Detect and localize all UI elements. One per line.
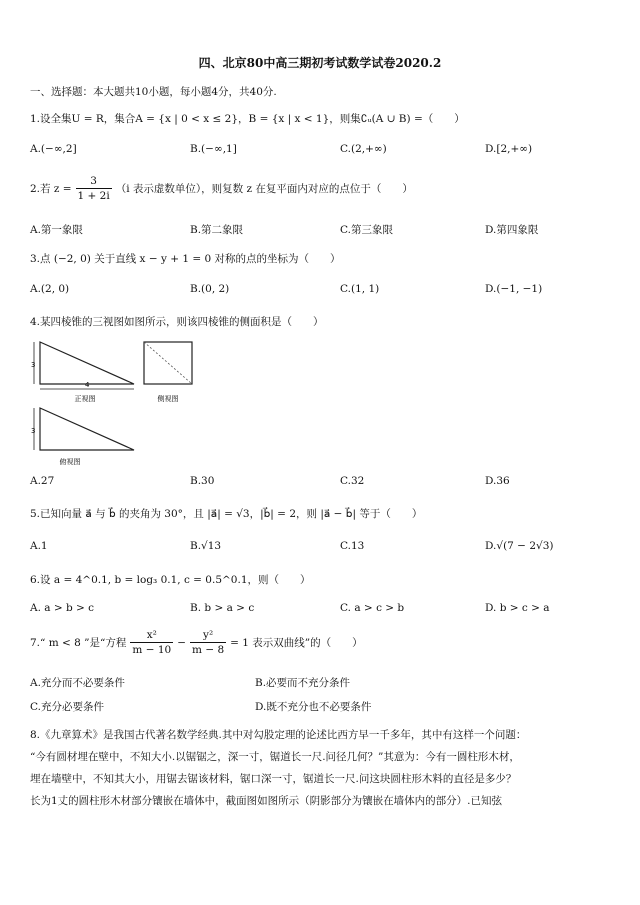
q2-option-c: C.第三象限 (340, 224, 393, 236)
q7-stem-prefix: 7.“ m < 8 ”是“方程 (30, 637, 127, 649)
three-view-figure (30, 336, 200, 468)
q8-line-1: 8.《九章算术》是我国古代著名数学经典.其中对勾股定理的论述比西方早一千多年，其中有这样一个问题： (30, 729, 527, 741)
top-view-shape (40, 408, 134, 450)
q2-option-a: A.第一象限 (30, 224, 83, 236)
q5-option-c: C.13 (340, 540, 365, 552)
q7-option-c: C.充分必要条件 (30, 701, 104, 713)
question-3-options (30, 283, 590, 299)
question-2-options (30, 222, 590, 238)
side-view-label: 侧视图 (157, 395, 179, 403)
q7-fraction-y (190, 628, 226, 657)
q1-option-a: A.(−∞,2] (30, 143, 77, 155)
question-7-options-row2 (30, 699, 590, 715)
q7-minus-sign: − (177, 636, 187, 649)
q2-stem-prefix: 2.若 z = (30, 183, 72, 195)
q2-fraction (76, 174, 112, 203)
question-1-options (30, 143, 590, 159)
q6-option-b: B. b > a > c (190, 602, 255, 614)
q3-option-c: C.(1, 1) (340, 283, 380, 295)
q8-line-4: 长为1丈的圆柱形木材部分镶嵌在墙体中，截面图如图所示（阴影部分为镶嵌在墙体内的部分）.已知弦 (30, 795, 503, 807)
q6-option-a: A. a > b > c (30, 602, 95, 614)
q1-option-d: D.[2,+∞) (485, 143, 533, 155)
front-width-label: 4 (85, 381, 90, 389)
q3-option-a: A.(2, 0) (30, 283, 70, 295)
question-1-stem: 1.设全集U = R，集合A = {x | 0 < x ≤ 2}，B = {x | x < 1}，则集∁ᵤ(A ∪ B) =（ ） (30, 113, 465, 125)
q1-option-b: B.(−∞,1] (190, 143, 237, 155)
question-6-options (30, 602, 590, 618)
question-7-options-row1 (30, 675, 590, 691)
question-5-options (30, 540, 590, 556)
q3-option-d: D.(−1, −1) (485, 283, 543, 295)
question-8-text (30, 724, 590, 812)
front-view-shape (40, 342, 134, 384)
q4-option-b: B.30 (190, 475, 215, 487)
q7-fraction-x (130, 628, 173, 657)
q2-stem-suffix: （i 表示虚数单位），则复数 z 在复平面内对应的点位于（ ） (115, 183, 413, 195)
q3-option-b: B.(0, 2) (190, 283, 230, 295)
q2-option-b: B.第二象限 (190, 224, 244, 236)
q5-option-d: D.√(7 − 2√3) (485, 540, 554, 552)
q4-option-c: C.32 (340, 475, 365, 487)
q7-stem-suffix: = 1 表示双曲线”的（ ） (230, 637, 363, 649)
q2-fraction-numerator: 3 (90, 175, 97, 187)
q7-option-d: D.既不充分也不必要条件 (255, 701, 372, 713)
question-4-options (30, 475, 590, 491)
question-2-stem (30, 174, 413, 203)
q8-line-2: “今有圆材埋在壁中，不知大小.以锯锯之，深一寸，锯道长一尺.问径几何？”其意为：今有一圆柱形木材， (30, 751, 520, 763)
question-4-stem: 4.某四棱锥的三视图如图所示，则该四棱锥的侧面积是（ ） (30, 316, 324, 328)
question-7-stem (30, 628, 363, 657)
q1-option-c: C.(2,+∞) (340, 143, 387, 155)
q7-option-a: A.充分而不必要条件 (30, 677, 125, 689)
front-height-label: 3 (31, 361, 36, 369)
q7-frac2-denominator: m − 8 (192, 644, 225, 656)
side-view-hidden-edge (144, 342, 192, 384)
section-header: 一、选择题：本大题共10小题，每小题4分，共40分. (30, 86, 277, 98)
q6-option-c: C. a > c > b (340, 602, 405, 614)
front-view-label: 正视图 (74, 395, 96, 403)
question-3-stem: 3.点 (−2, 0) 关于直线 x − y + 1 = 0 对称的点的坐标为（ ） (30, 253, 341, 265)
top-depth-label: 3 (31, 427, 36, 435)
q5-option-b: B.√13 (190, 540, 222, 552)
q2-option-d: D.第四象限 (485, 224, 539, 236)
q7-frac1-numerator: x² (146, 629, 157, 641)
q8-line-3: 埋在墙壁中，不知其大小，用锯去锯该材料，锯口深一寸，锯道长一尺.问这块圆柱形木料的直径是多少？ (30, 773, 517, 785)
q7-frac1-denominator: m − 10 (132, 644, 172, 656)
q7-frac2-numerator: y² (203, 629, 214, 641)
question-6-stem: 6.设 a = 4^0.1, b = log₃ 0.1, c = 0.5^0.1，则（ ） (30, 574, 311, 586)
q7-option-b: B.必要而不充分条件 (255, 677, 351, 689)
q4-option-d: D.36 (485, 475, 510, 487)
top-view-label: 俯视图 (59, 458, 81, 466)
q4-option-a: A.27 (30, 475, 55, 487)
q6-option-d: D. b > c > a (485, 602, 550, 614)
exam-title: 四、北京80中高三期初考试数学试卷2020.2 (198, 56, 442, 70)
q5-option-a: A.1 (30, 540, 48, 552)
q2-fraction-denominator: 1 + 2i (77, 190, 110, 202)
question-5-stem: 5.已知向量 a⃗ 与 b⃗ 的夹角为 30°，且 |a⃗| = √3，|b⃗| = 2，则 |a⃗ − b⃗| 等于（ ） (30, 508, 423, 520)
